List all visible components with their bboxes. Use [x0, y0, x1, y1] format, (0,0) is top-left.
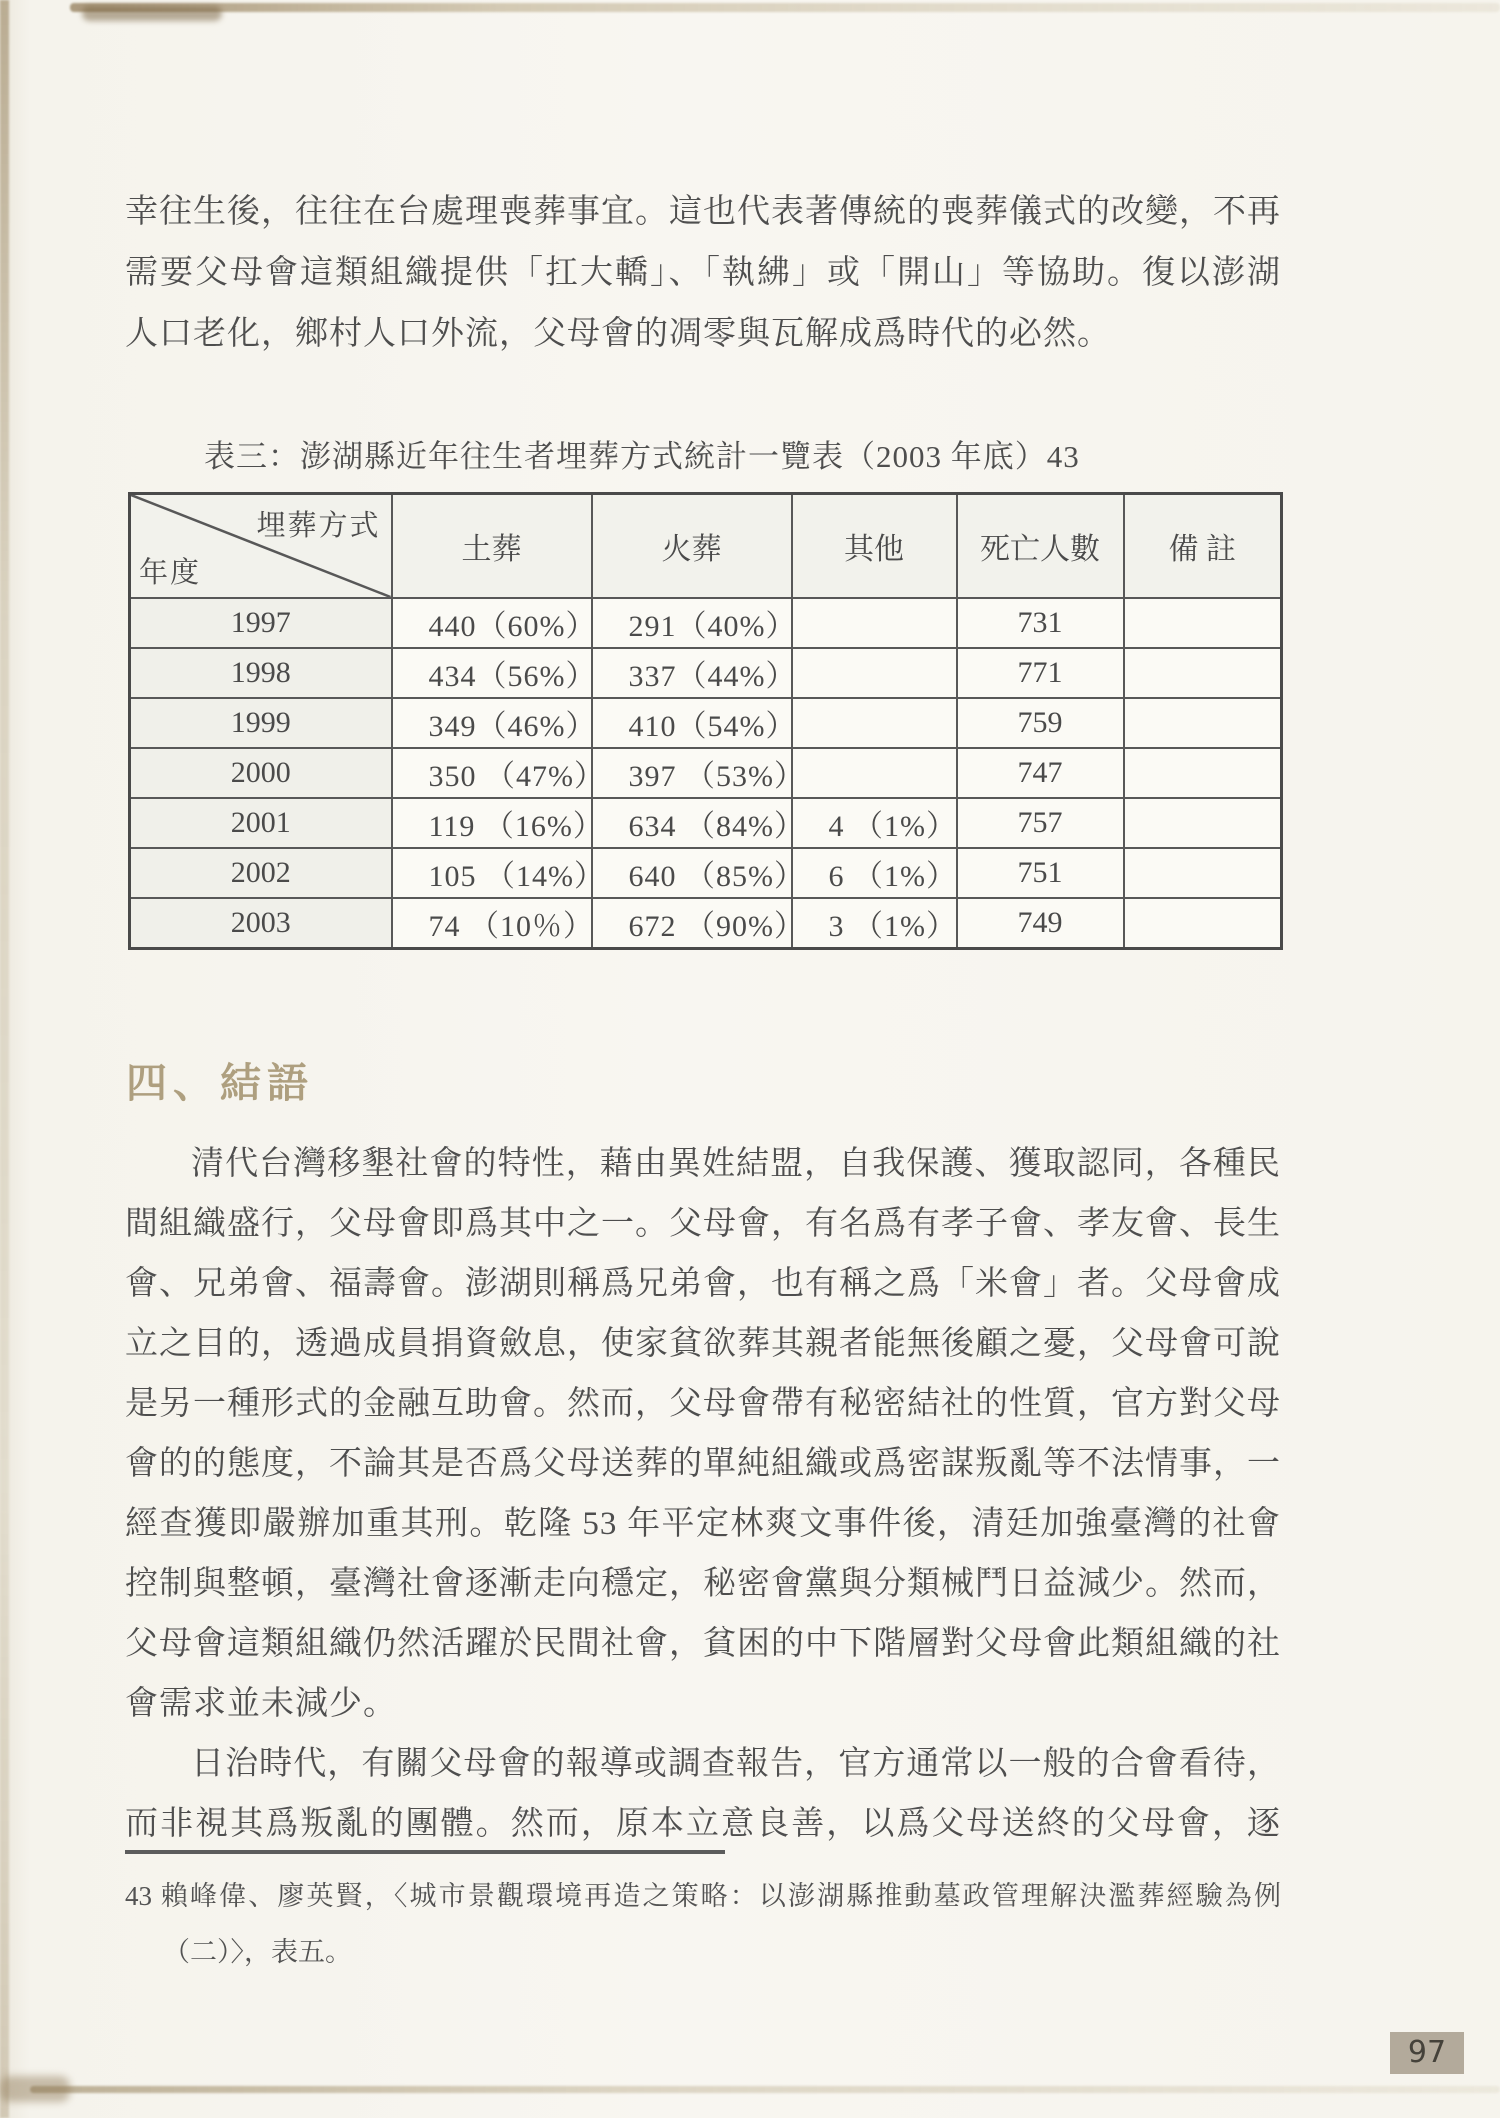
cell-earth: 350 （47%）: [392, 748, 592, 798]
scan-artifact-top-smudge: [82, 6, 222, 21]
corner-label-method: 埋葬方式: [256, 510, 381, 542]
cell-cremation: 337（44%）: [592, 648, 792, 698]
table-row: [130, 598, 1282, 648]
scan-artifact-bottom-smudge: [0, 2076, 70, 2102]
cell-other: 3 （1%）: [792, 898, 957, 949]
text-line: 需要父母會這類組織提供「扛大轎」、「執紼」或「開山」等協助。復以澎湖: [125, 255, 1281, 291]
col-header-remarks: 備 註: [1124, 494, 1282, 599]
text-line: 立之目的，透過成員捐資斂息，使家貧欲葬其親者能無後顧之憂，父母會可說: [125, 1326, 1281, 1362]
footnote-43: [125, 1868, 1281, 1980]
cell-cremation: 410（54%）: [592, 698, 792, 748]
section-heading-conclusion: 四、結語: [126, 1059, 314, 1107]
cell-remarks: [1124, 898, 1282, 949]
cell-earth: 440（60%）: [392, 598, 592, 648]
table-header-row: [130, 494, 1282, 599]
cell-cremation: 640 （85%）: [592, 848, 792, 898]
text-line: 人口老化，鄉村人口外流，父母會的凋零與瓦解成爲時代的必然。: [125, 316, 1111, 352]
col-header-deaths: 死亡人數: [957, 494, 1124, 599]
cell-earth: 74 （10％）: [392, 898, 592, 949]
text-line: 是另一種形式的金融互助會。然而，父母會帶有秘密結社的性質，官方對父母: [125, 1386, 1281, 1422]
text-line: 經查獲即嚴辦加重其刑。乾隆 53 年平定林爽文事件後，清廷加強臺灣的社會: [125, 1506, 1281, 1542]
cell-other: 6 （1%）: [792, 848, 957, 898]
cell-deaths: 759: [957, 698, 1124, 748]
cell-cremation: 634 （84%）: [592, 798, 792, 848]
text-line: 父母會這類組織仍然活躍於民間社會，貧困的中下階層對父母會此類組織的社: [125, 1626, 1281, 1662]
diagonal-corner-cell: [130, 494, 392, 599]
conclusion-paragraph-2: [125, 1734, 1281, 1854]
cell-year: 1999: [130, 698, 392, 748]
text-line: 清代台灣移墾社會的特性，藉由異姓結盟，自我保護、獲取認同，各種民: [191, 1146, 1281, 1182]
scan-artifact-bottom-edge: [30, 2086, 1500, 2093]
cell-earth: 105 （14%）: [392, 848, 592, 898]
footnote-line: （二）〉，表五。: [163, 1937, 352, 1967]
col-header-other: 其他: [792, 494, 957, 599]
table-row: [130, 848, 1282, 898]
text-line: 間組織盛行，父母會即爲其中之一。父母會，有名爲有孝子會、孝友會、長生: [125, 1206, 1281, 1242]
text-line: 日治時代，有關父母會的報導或調查報告，官方通常以一般的合會看待，: [191, 1746, 1281, 1782]
cell-year: 2003: [130, 898, 392, 949]
cell-deaths: 757: [957, 798, 1124, 848]
cell-year: 2000: [130, 748, 392, 798]
table-caption: 表三：澎湖縣近年往生者埋葬方式統計一覽表（2003 年底）43: [204, 439, 1080, 474]
cell-other: [792, 698, 957, 748]
cell-year: 1997: [130, 598, 392, 648]
cell-earth: 349（46%）: [392, 698, 592, 748]
table-row: [130, 898, 1282, 949]
cell-earth: 119 （16%）: [392, 798, 592, 848]
text-line: 會需求並未減少。: [125, 1686, 397, 1722]
cell-remarks: [1124, 648, 1282, 698]
cell-remarks: [1124, 798, 1282, 848]
footnote-line: 43 賴峰偉、廖英賢，〈城市景觀環境再造之策略：以澎湖縣推動墓政管理解決濫葬經驗為例: [125, 1881, 1281, 1911]
cell-deaths: 731: [957, 598, 1124, 648]
cell-cremation: 397 （53%）: [592, 748, 792, 798]
text-line: 幸往生後，往往在台處理喪葬事宜。這也代表著傳統的喪葬儀式的改變，不再: [125, 194, 1281, 230]
cell-deaths: 747: [957, 748, 1124, 798]
cell-remarks: [1124, 698, 1282, 748]
page-number-badge: 97: [1390, 2032, 1464, 2074]
footnote-separator: [125, 1850, 725, 1854]
burial-statistics-table: [128, 492, 1283, 950]
scan-artifact-left-edge: [0, 0, 9, 2118]
cell-cremation: 672 （90%）: [592, 898, 792, 949]
cell-year: 1998: [130, 648, 392, 698]
table-row: [130, 798, 1282, 848]
cell-other: [792, 648, 957, 698]
col-header-cremation: 火葬: [592, 494, 792, 599]
cell-deaths: 749: [957, 898, 1124, 949]
text-line: 控制與整頓，臺灣社會逐漸走向穩定，秘密會黨與分類械鬥日益減少。然而，: [125, 1566, 1281, 1602]
table-row: [130, 748, 1282, 798]
col-header-earth-burial: 土葬: [392, 494, 592, 599]
cell-earth: 434（56%）: [392, 648, 592, 698]
cell-other: [792, 748, 957, 798]
cell-cremation: 291（40%）: [592, 598, 792, 648]
intro-paragraph: [125, 182, 1281, 365]
conclusion-paragraph-1: [125, 1134, 1281, 1734]
corner-label-year: 年度: [139, 557, 202, 589]
cell-remarks: [1124, 598, 1282, 648]
text-line: 而非視其爲叛亂的團體。然而，原本立意良善，以爲父母送終的父母會，逐: [125, 1806, 1281, 1842]
cell-year: 2002: [130, 848, 392, 898]
table-row: [130, 698, 1282, 748]
cell-year: 2001: [130, 798, 392, 848]
text-line: 會、兄弟會、福壽會。澎湖則稱爲兄弟會，也有稱之爲「米會」者。父母會成: [125, 1266, 1281, 1302]
cell-remarks: [1124, 748, 1282, 798]
cell-remarks: [1124, 848, 1282, 898]
text-line: 會的的態度，不論其是否爲父母送葬的單純組織或爲密謀叛亂等不法情事，一: [125, 1446, 1281, 1482]
cell-other: [792, 598, 957, 648]
cell-deaths: 771: [957, 648, 1124, 698]
cell-other: 4 （1%）: [792, 798, 957, 848]
scan-artifact-top-edge: [70, 3, 1500, 12]
cell-deaths: 751: [957, 848, 1124, 898]
table-row: [130, 648, 1282, 698]
